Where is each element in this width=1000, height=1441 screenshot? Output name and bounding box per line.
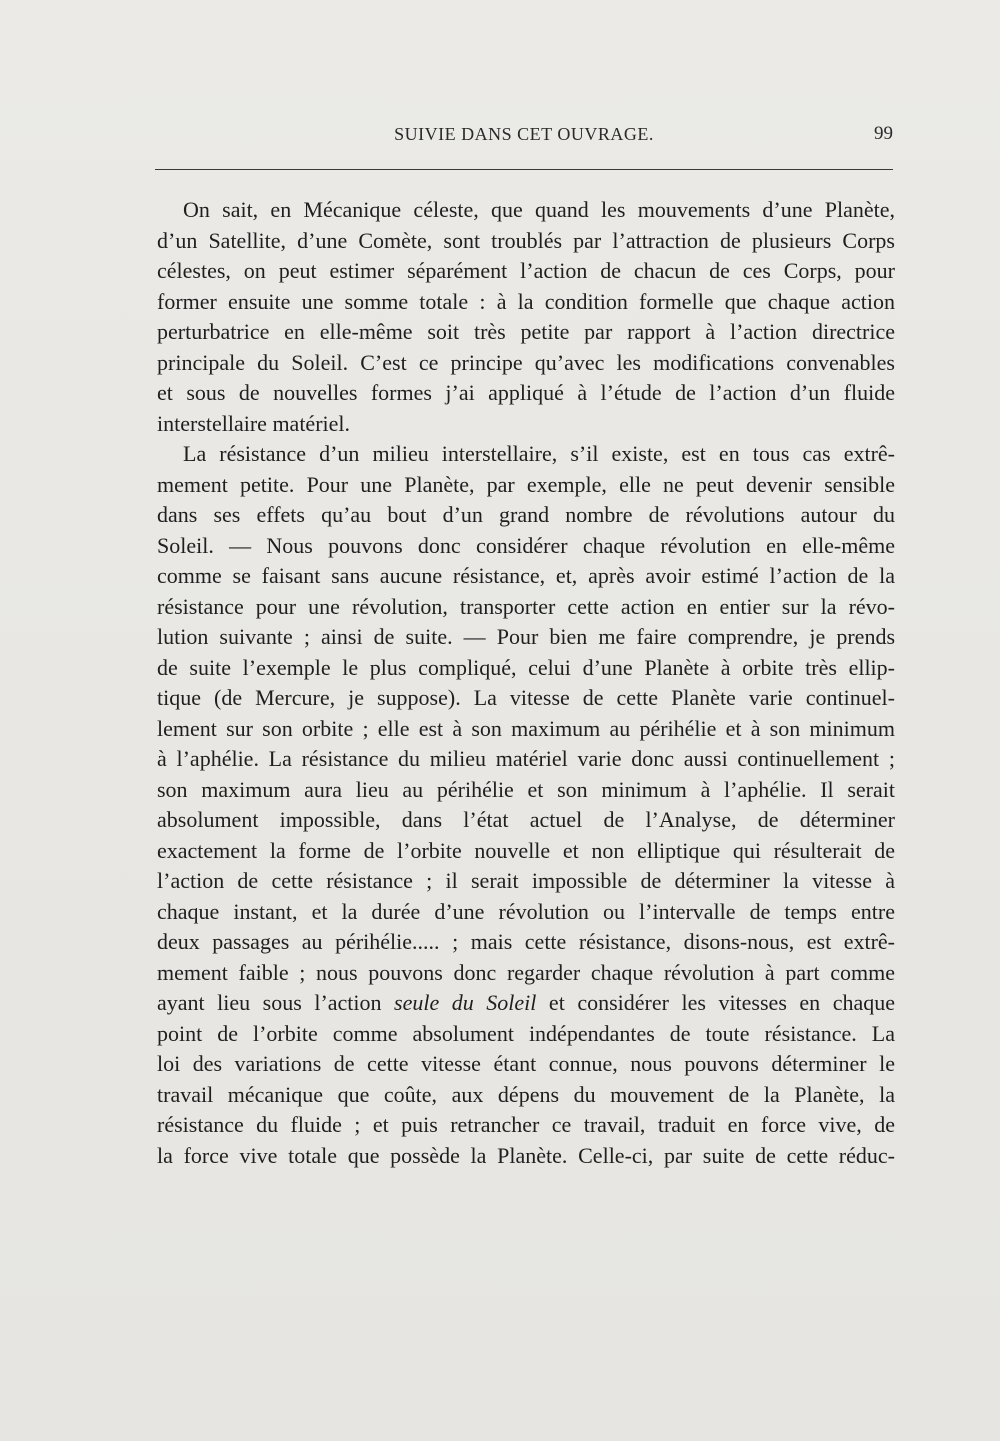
text-line: Soleil. — Nous pouvons donc considérer chaque révolution en elle-même bbox=[157, 532, 895, 558]
text-line: lution suivante ; ainsi de suite. — Pour bien me faire comprendre, je prends bbox=[157, 624, 895, 649]
italic-phrase: seule du Soleil bbox=[394, 990, 537, 1015]
text-line: former ensuite une somme totale : à la condition formelle que chaque action bbox=[157, 288, 895, 314]
running-header bbox=[155, 118, 893, 152]
text-line: interstellaire matériel. bbox=[157, 410, 351, 436]
text-line: à l’aphélie. La résistance du milieu matériel varie donc aussi continuellement ; bbox=[157, 746, 895, 771]
paragraph-1 bbox=[157, 195, 895, 439]
text-line: et sous de nouvelles formes j’ai appliqué à l’étude de l’action d’un fluide bbox=[157, 380, 895, 405]
text-line-with-italic bbox=[157, 988, 895, 1019]
text-line: résistance pour une révolution, transporter cette action en entier sur la révo- bbox=[157, 593, 895, 619]
text-line: On sait, en Mécanique céleste, que quand les mouvements d’une Planète, bbox=[183, 197, 895, 222]
text-line: chaque instant, et la durée d’une révolution ou l’intervalle de temps entre bbox=[157, 898, 895, 924]
text-line: d’un Satellite, d’une Comète, sont troublés par l’attraction de plusieurs Corps bbox=[157, 227, 895, 253]
text-line: résistance du fluide ; et puis retrancher ce travail, traduit en force vive, de bbox=[157, 1112, 895, 1137]
text-segment: et considérer les vitesses en chaque bbox=[536, 990, 895, 1015]
text-line: mement petite. Pour une Planète, par exemple, elle ne peut devenir sensible bbox=[157, 471, 895, 497]
text-segment: ayant lieu sous l’action bbox=[157, 990, 395, 1015]
text-line: absolument impossible, dans l’état actuel de l’Analyse, de déterminer bbox=[157, 807, 895, 832]
header-rule bbox=[155, 169, 893, 170]
text-line: La résistance d’un milieu interstellaire, s’il existe, est en tous cas extrê- bbox=[183, 441, 895, 466]
body-text bbox=[157, 195, 895, 1171]
text-line: la force vive totale que possède la Planète. Celle-ci, par suite de cette réduc- bbox=[157, 1142, 895, 1168]
text-line: dans ses effets qu’au bout d’un grand nombre de révolutions autour du bbox=[157, 502, 895, 527]
text-line: tique (de Mercure, je suppose). La vitesse de cette Planète varie continuel- bbox=[157, 685, 895, 710]
text-line: célestes, on peut estimer séparément l’action de chacun de ces Corps, pour bbox=[157, 258, 895, 283]
paragraph-2 bbox=[157, 439, 895, 1171]
text-line: comme se faisant sans aucune résistance, et, après avoir estimé l’action de la bbox=[157, 563, 895, 588]
text-line: point de l’orbite comme absolument indépendantes de toute résistance. La bbox=[157, 1020, 895, 1046]
text-line: son maximum aura lieu au périhélie et son minimum à l’aphélie. Il serait bbox=[157, 776, 895, 802]
text-line: exactement la forme de l’orbite nouvelle et non elliptique qui résulterait de bbox=[157, 837, 895, 863]
text-line: de suite l’exemple le plus compliqué, celui d’une Planète à orbite très ellip- bbox=[157, 654, 895, 680]
text-line: l’action de cette résistance ; il serait impossible de déterminer la vitesse à bbox=[157, 868, 895, 893]
text-line: loi des variations de cette vitesse étant connue, nous pouvons déterminer le bbox=[157, 1051, 895, 1076]
text-line: principale du Soleil. C’est ce principe qu’avec les modifications convenables bbox=[157, 349, 895, 375]
text-line: mement faible ; nous pouvons donc regarder chaque révolution à part comme bbox=[157, 959, 895, 985]
text-line: travail mécanique que coûte, aux dépens du mouvement de la Planète, la bbox=[157, 1081, 895, 1107]
running-title: SUIVIE DANS CET OUVRAGE. bbox=[394, 124, 654, 144]
text-line: perturbatrice en elle-même soit très petite par rapport à l’action directrice bbox=[157, 319, 895, 344]
text-line: deux passages au périhélie..... ; mais cette résistance, disons-nous, est extrê- bbox=[157, 929, 895, 954]
text-line: lement sur son orbite ; elle est à son maximum au périhélie et à son minimum bbox=[157, 715, 895, 741]
page-number: 99 bbox=[874, 123, 893, 144]
